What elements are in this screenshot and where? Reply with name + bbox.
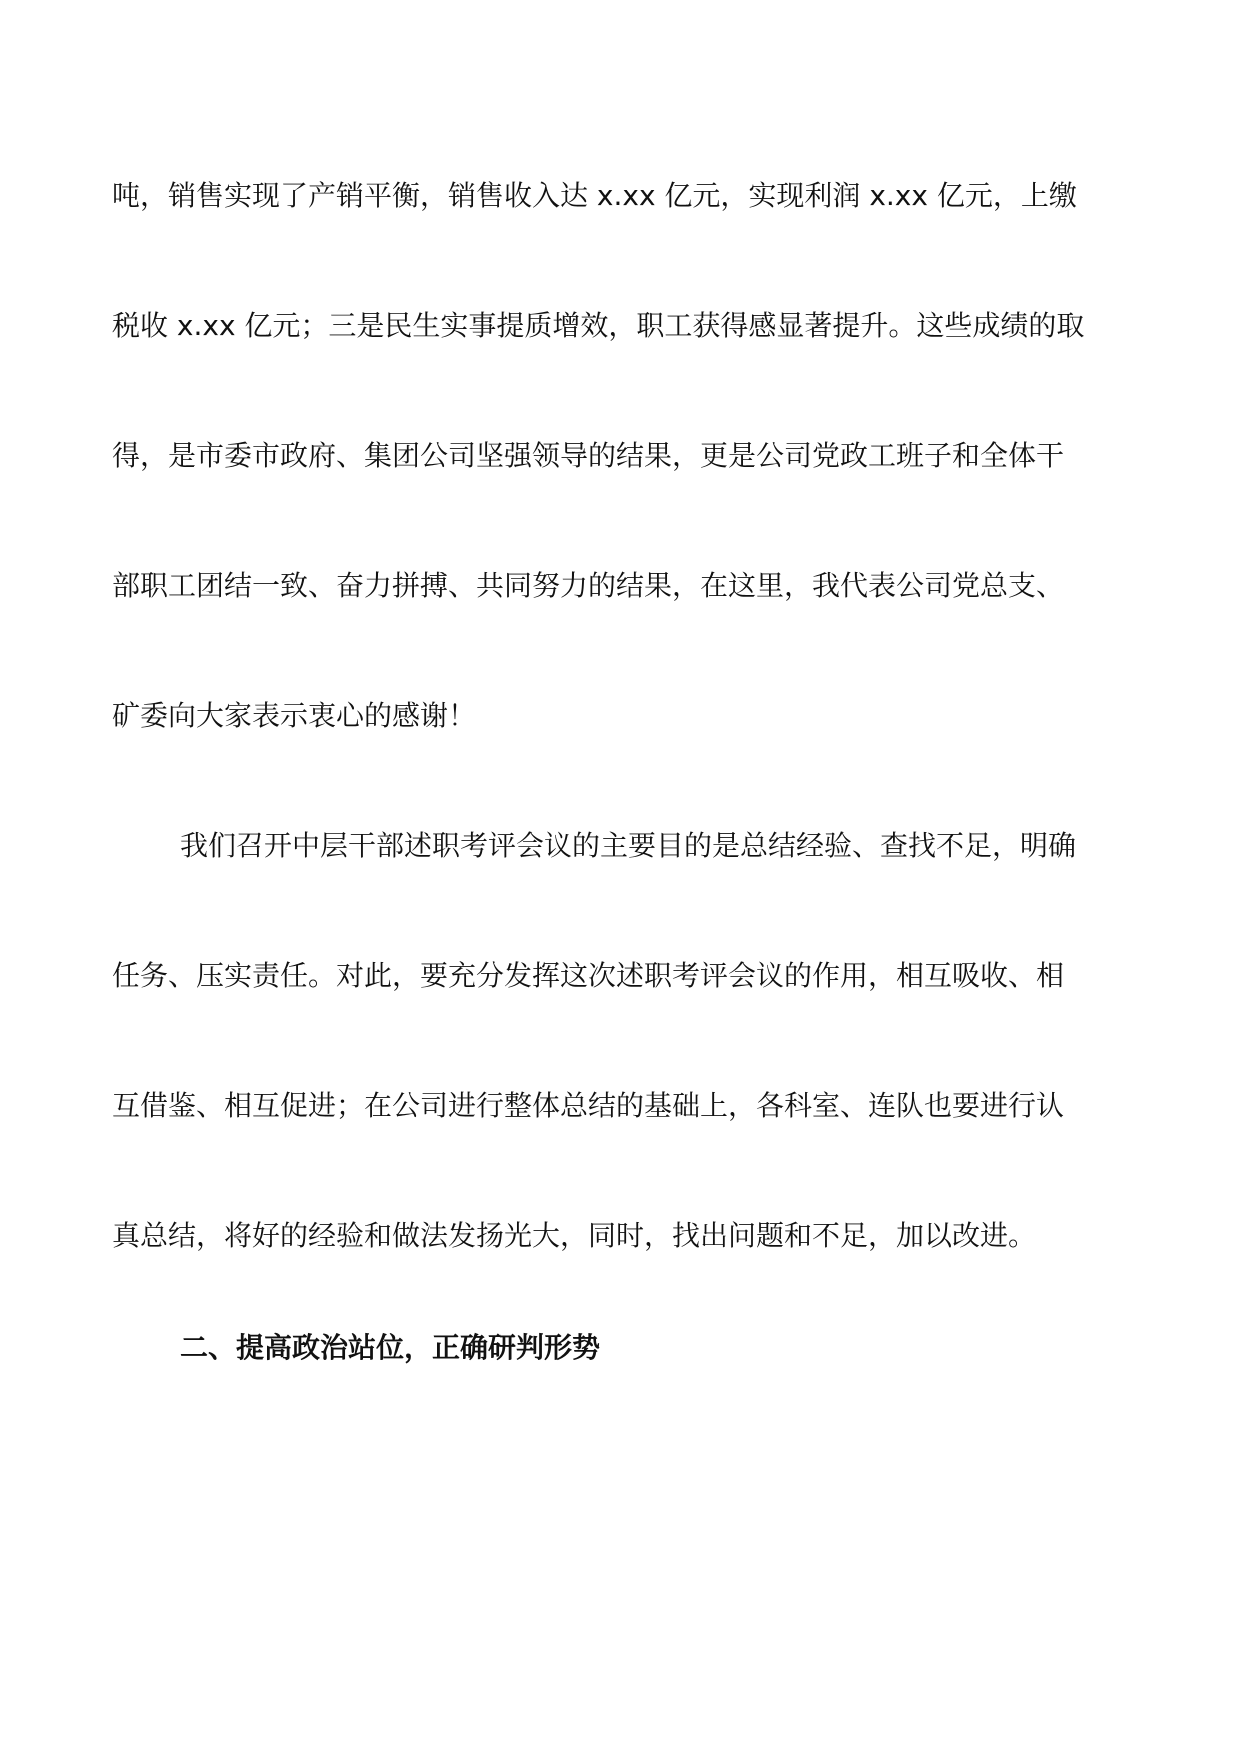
paragraph-line-5: 矿委向大家表示衷心的感谢！ [112, 699, 477, 732]
paragraph-2-line-4: 真总结，将好的经验和做法发扬光大，同时，找出问题和不足，加以改进。 [112, 1219, 1037, 1252]
paragraph-2-line-2: 任务、压实责任。对此，要充分发挥这次述职考评会议的作用，相互吸收、相 [112, 959, 1065, 992]
section-heading: 二、提高政治站位，正确研判形势 [180, 1331, 601, 1364]
paragraph-line-2: 税收 x.xx 亿元；三是民生实事提质增效，职工获得感显著提升。这些成绩的取 [112, 309, 1085, 342]
paragraph-2-line-1: 我们召开中层干部述职考评会议的主要目的是总结经验、查找不足，明确 [180, 829, 1077, 862]
paragraph-2-line-3: 互借鉴、相互促进；在公司进行整体总结的基础上，各科室、连队也要进行认 [112, 1089, 1065, 1122]
paragraph-line-3: 得，是市委市政府、集团公司坚强领导的结果，更是公司党政工班子和全体干 [112, 439, 1065, 472]
paragraph-line-1: 吨，销售实现了产销平衡，销售收入达 x.xx 亿元，实现利润 x.xx 亿元，上缴 [112, 179, 1077, 212]
paragraph-line-4: 部职工团结一致、奋力拼搏、共同努力的结果，在这里，我代表公司党总支、 [112, 569, 1065, 602]
